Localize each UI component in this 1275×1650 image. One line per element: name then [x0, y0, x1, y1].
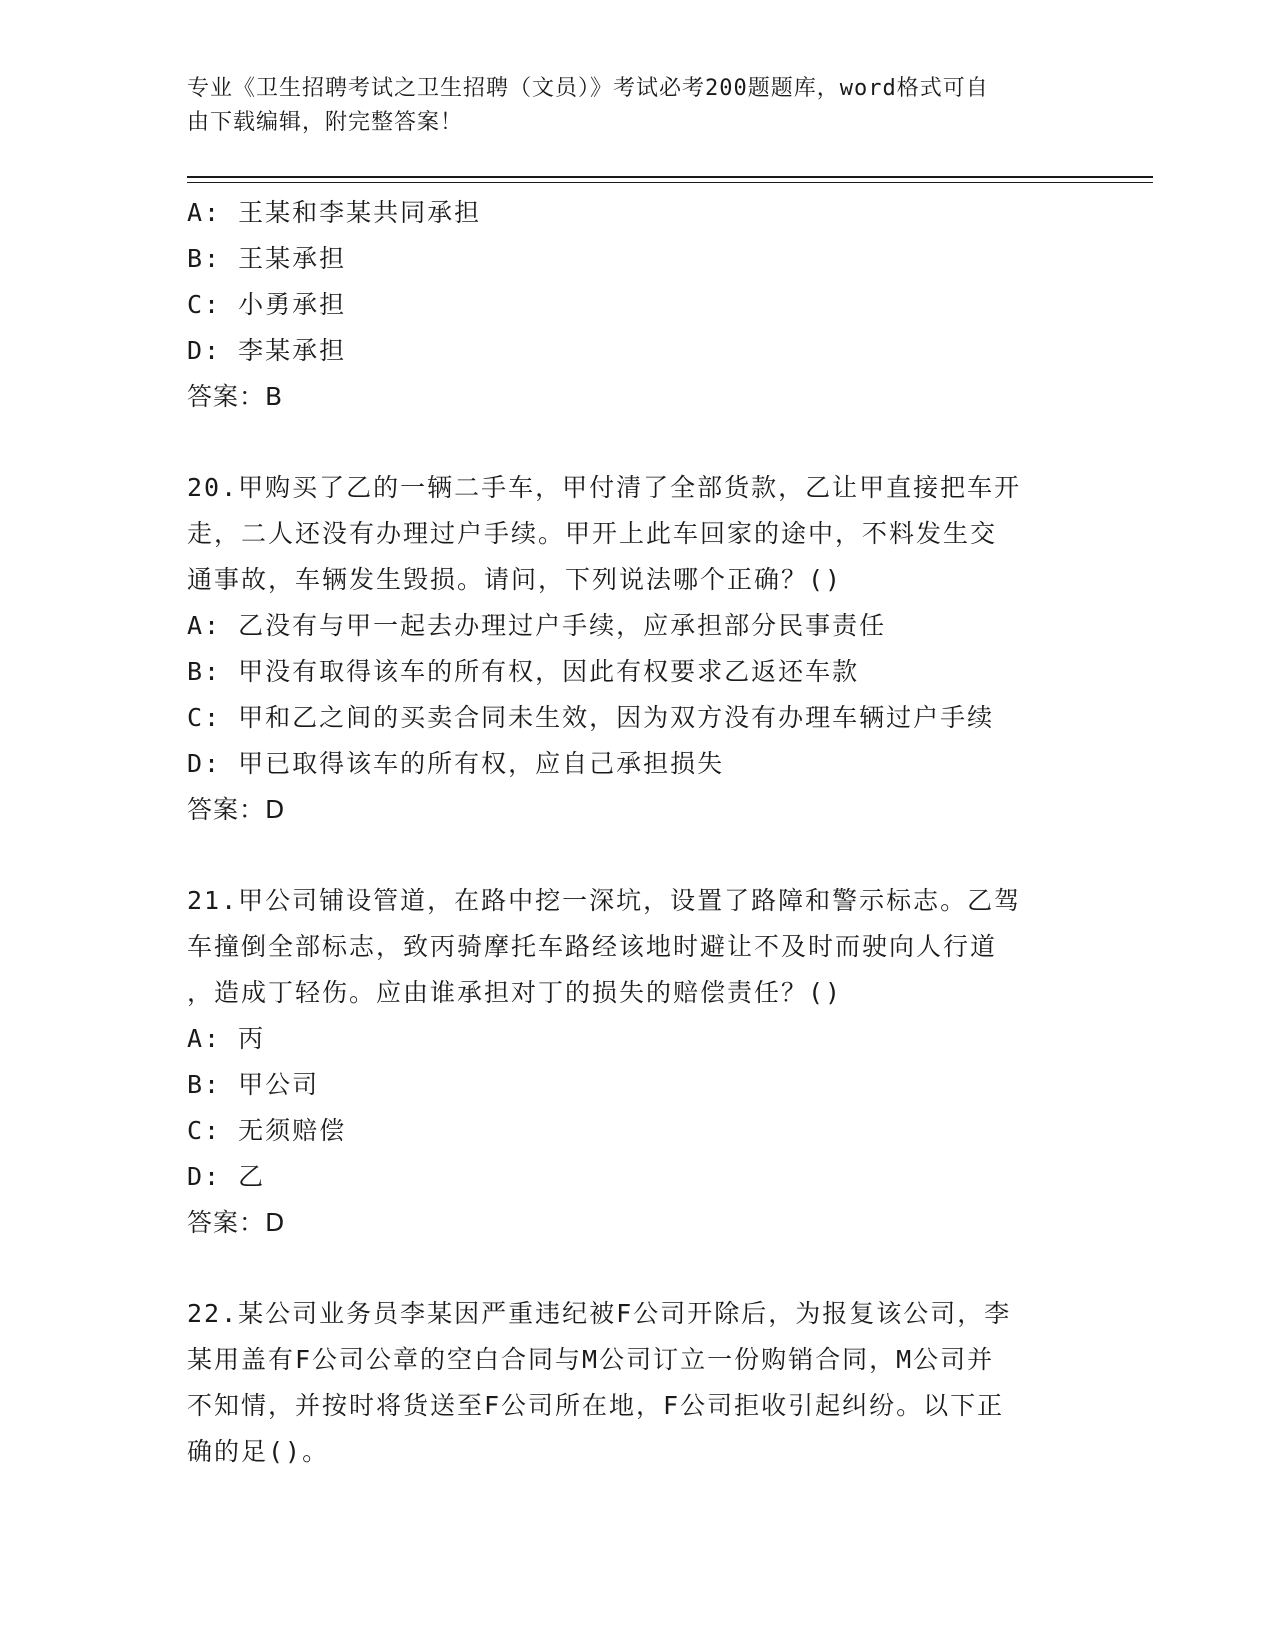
question-text-line: 走，二人还没有办理过户手续。甲开上此车回家的途中，不料发生交	[187, 519, 998, 548]
question-list	[187, 190, 1087, 1475]
question-block-22	[187, 1291, 1087, 1475]
answer-line: 答案：D	[187, 1208, 286, 1237]
header-line-1: 专业《卫生招聘考试之卫生招聘（文员）》考试必考200题题库，word格式可自	[187, 76, 989, 101]
answer-line: 答案：B	[187, 382, 284, 411]
question-block-19	[187, 190, 1087, 420]
option-b: B: 王某承担	[187, 244, 347, 273]
question-text-line: 20.甲购买了乙的一辆二手车，甲付清了全部货款，乙让甲直接把车开	[187, 473, 1022, 502]
question-text-line: 某用盖有F公司公章的空白合同与M公司订立一份购销合同，M公司并	[187, 1345, 995, 1374]
option-a: A: 丙	[187, 1024, 266, 1053]
question-text-line: ，造成丁轻伤。应由谁承担对丁的损失的赔偿责任？()	[187, 978, 843, 1007]
header-divider-thin	[187, 182, 1153, 183]
option-a: A: 王某和李某共同承担	[187, 198, 482, 227]
option-c: C: 甲和乙之间的买卖合同未生效，因为双方没有办理车辆过户手续	[187, 703, 995, 732]
question-block-21	[187, 878, 1087, 1246]
option-b: B: 甲公司	[187, 1070, 320, 1099]
header-line-2: 由下载编辑，附完整答案！	[187, 110, 464, 135]
option-c: C: 小勇承担	[187, 290, 347, 319]
document-header	[187, 72, 1067, 140]
question-text-line: 车撞倒全部标志，致丙骑摩托车路经该地时避让不及时而驶向人行道	[187, 932, 998, 961]
option-a: A: 乙没有与甲一起去办理过户手续，应承担部分民事责任	[187, 611, 887, 640]
option-d: D: 乙	[187, 1162, 266, 1191]
answer-line: 答案：D	[187, 795, 286, 824]
option-b: B: 甲没有取得该车的所有权，因此有权要求乙返还车款	[187, 657, 860, 686]
question-text-line: 22.某公司业务员李某因严重违纪被F公司开除后，为报复该公司，李	[187, 1299, 1012, 1328]
question-text-line: 不知情，并按时将货送至F公司所在地，F公司拒收引起纠纷。以下正	[187, 1391, 1005, 1420]
option-d: D: 甲已取得该车的所有权，应自己承担损失	[187, 749, 725, 778]
header-divider-thick	[187, 176, 1153, 178]
question-text-line: 通事故，车辆发生毁损。请问，下列说法哪个正确？()	[187, 565, 843, 594]
question-block-20	[187, 465, 1087, 833]
question-text-line: 21.甲公司铺设管道，在路中挖一深坑，设置了路障和警示标志。乙驾	[187, 886, 1022, 915]
option-c: C: 无须赔偿	[187, 1116, 347, 1145]
option-d: D: 李某承担	[187, 336, 347, 365]
question-text-line: 确的足()。	[187, 1437, 330, 1466]
